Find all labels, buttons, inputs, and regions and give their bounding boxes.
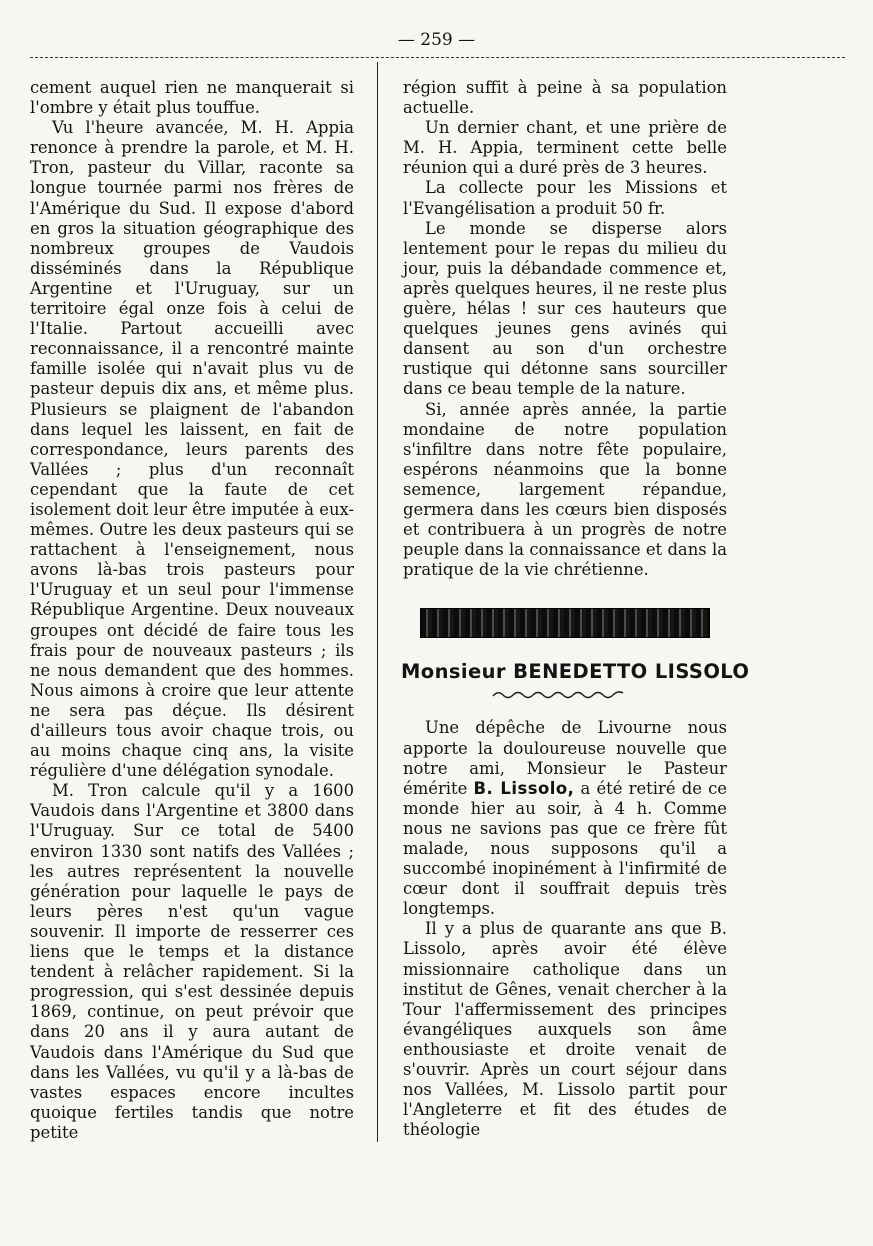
article-text: a été retiré de ce monde hier au soir, à 4 h. Comme nous ne savions pas que ce frère fût malade, nous supposons qu'il a succombé inopinément à l'infirmité de cœur dont il souffrait depuis très longtemps. xyxy=(403,778,727,919)
squiggle-ornament xyxy=(491,688,631,700)
paragraph: La collecte pour les Missions et l'Evangélisation a produit 50 fr. xyxy=(403,178,727,218)
article-name-bold: B. Lissolo, xyxy=(473,778,575,798)
left-column xyxy=(30,78,354,1143)
paragraph: Le monde se disperse alors lentement pour le repas du milieu du jour, puis la débandade commence et, après quelques heures, il ne reste plus guère, hélas ! sur ces hauteurs que quelques jeunes gens avinés qui dansent au son d'un orchestre rustique qui détonne sans sourciller dans ce beau temple de la nature. xyxy=(403,218,727,399)
ornament-bar xyxy=(420,608,710,638)
article-paragraph xyxy=(403,718,727,919)
paragraph: région suffit à peine à sa population actuelle. xyxy=(403,78,727,118)
paragraph: Vu l'heure avancée, M. H. Appia renonce à prendre la parole, et M. H. Tron, pasteur du Villar, raconte sa longue tournée parmi nos frères de l'Amérique du Sud. Il expose d'abord en gros la situation géographique des nombreux groupes de Vaudois disséminés dans la République Argentine et l'Uruguay, sur un territoire égal onze fois à celui de l'Italie. Partout accueilli avec reconnaissance, il a rencontré mainte famille isolée qui n'avait plus vu de pasteur depuis dix ans, et même plus. Plusieurs se plaignent de l'abandon dans lequel les laissent, en fait de correspondance, leurs parents des Vallées ; plus d'un reconnaît cependant que la faute de cet isolement doit leur être imputée à eux-mêmes. Outre les deux pasteurs qui se rattachent à l'enseignement, nous avons là-bas trois pasteurs pour l'Uruguay et un seul pour l'immense République Argentine. Deux nouveaux groupes ont décidé de faire tous les frais pour de nouveaux pasteurs ; ils ne nous demandent que des hommes. Nous aimons à croire que leur attente ne sera pas déçue. Ils désirent d'ailleurs tous avoir chaque trois, ou au moins chaque cinq ans, la visite régulière d'une délégation synodale. xyxy=(30,118,354,781)
paragraph: M. Tron calcule qu'il y a 1600 Vaudois dans l'Argentine et 3800 dans l'Uruguay. Sur ce total de 5400 environ 1330 sont natifs des Vallées ; les autres représentent la nouvelle génération pour laquelle le pays de leurs pères n'est qu'un vague souvenir. Il importe de resserrer ces liens que le temps et la distance tendent à relâcher rapidement. Si la progression, qui s'est dessinée depuis 1869, continue, on peut prévoir que dans 20 ans il y aura autant de Vaudois dans l'Amérique du Sud que dans les Vallées, vu qu'il y a là-bas de vastes espaces encore incultes quoique fertiles tandis que notre petite xyxy=(30,781,354,1142)
article-text: Une dépêche de Livourne nous apporte la douloureuse nouvelle que notre ami, Monsieur le Pasteur émérite xyxy=(403,718,727,798)
column-divider xyxy=(377,62,378,1142)
right-column xyxy=(401,78,750,1140)
article-paragraph: Il y a plus de quarante ans que B. Lissolo, après avoir été élève missionnaire catholique dans un institut de Gênes, venait chercher à la Tour l'affermissement des principes évangéliques auxquels son âme enthousiaste et droite venait de s'ouvrir. Après un court séjour dans nos Vallées, M. Lissolo partit pour l'Angleterre et fit des études de théologie xyxy=(403,919,727,1140)
paragraph: Si, année après année, la partie mondaine de notre population s'infiltre dans notre fête populaire, espérons néanmoins que la bonne semence, largement répandue, germera dans les cœurs bien disposés et contribuera à un progrès de notre peuple dans la connaissance et dans la pratique de la vie chrétienne. xyxy=(403,399,727,580)
paragraph: Un dernier chant, et une prière de M. H. Appia, terminent cette belle réunion qui a duré près de 3 heures. xyxy=(403,118,727,178)
header-rule xyxy=(30,57,845,58)
article-title: Monsieur BENEDETTO LISSOLO xyxy=(401,660,750,684)
paragraph: cement auquel rien ne manquerait si l'ombre y était plus touffue. xyxy=(30,78,354,118)
page-number: — 259 — xyxy=(397,30,476,50)
